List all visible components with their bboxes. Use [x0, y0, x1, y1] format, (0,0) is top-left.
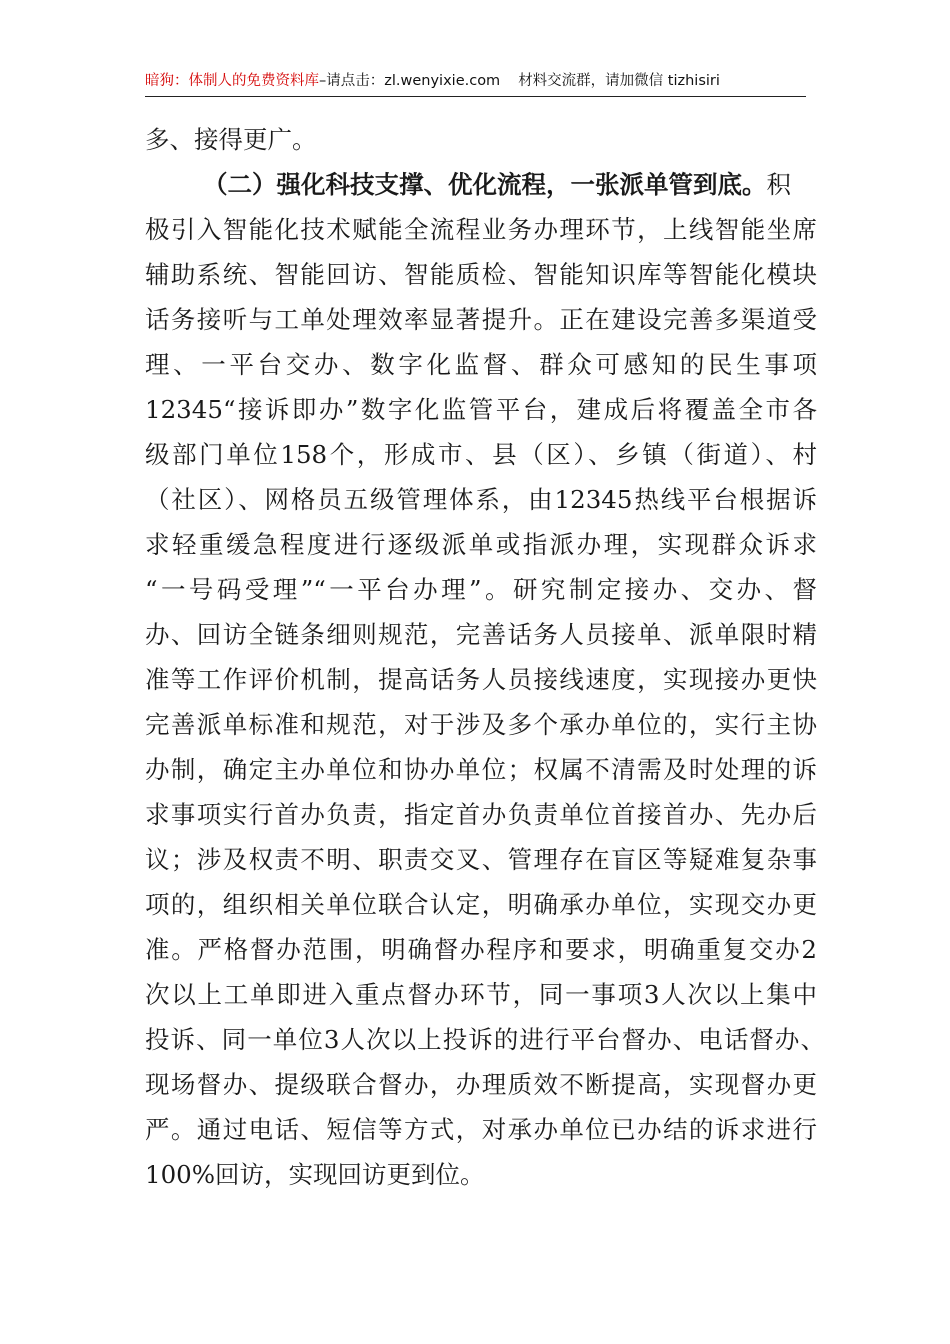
body-line: 项的，组织相关单位联合认定，明确承办单位，实现交办更 — [145, 890, 817, 919]
body-line: 议；涉及权责不明、职责交叉、管理存在盲区等疑难复杂事 — [145, 845, 817, 874]
body-line: 完善派单标准和规范，对于涉及多个承办单位的，实行主协 — [145, 710, 817, 739]
body-line: （社区）、网格员五级管理体系，由12345热线平台根据诉 — [145, 485, 817, 514]
body-line: “一号码受理”“一平台办理”。研究制定接办、交办、督 — [145, 575, 817, 604]
body-line: 话务接听与工单处理效率显著提升。正在建设完善多渠道受 — [145, 305, 817, 334]
body-line: 多、接得更广。 — [145, 125, 317, 154]
header-url-link[interactable]: zl.wenyixie.com — [384, 73, 501, 89]
body-line: 求事项实行首办负责，指定首办负责单位首接首办、先办后 — [145, 800, 817, 829]
body-line: 准等工作评价机制，提高话务人员接线速度，实现接办更快 — [145, 665, 817, 694]
body-line: 100%回访，实现回访更到位。 — [145, 1160, 485, 1189]
body-line: 严。通过电话、短信等方式，对承办单位已办结的诉求进行 — [145, 1115, 817, 1144]
body-line: 求轻重缓急程度进行逐级派单或指派办理，实现群众诉求 — [145, 530, 817, 559]
body-text: 积 — [766, 170, 791, 199]
body-line: 理、一平台交办、数字化监督、群众可感知的民生事项 — [145, 350, 817, 379]
section-heading: （二）强化科技支撑、优化流程，一张派单管到底。 — [203, 170, 767, 199]
body-line: 办制，确定主办单位和协办单位；权属不清需及时处理的诉 — [145, 755, 817, 784]
page-header — [145, 70, 806, 97]
header-site-name: 暗狗：体制人的免费资料库 — [145, 73, 319, 89]
header-wechat-note: 材料交流群，请加微信 tizhisiri — [518, 73, 720, 89]
body-line: 极引入智能化技术赋能全流程业务办理环节，上线智能坐席 — [145, 215, 817, 244]
body-line: 次以上工单即进入重点督办环节，同一事项3人次以上集中 — [145, 980, 817, 1009]
body-line: 投诉、同一单位3人次以上投诉的进行平台督办、电话督办、 — [145, 1025, 825, 1054]
body-line: 级部门单位158个，形成市、县（区）、乡镇（街道）、村 — [145, 440, 817, 469]
section-heading-line — [203, 163, 791, 207]
body-line: 准。严格督办范围，明确督办程序和要求，明确重复交办2 — [145, 935, 817, 964]
body-line: 办、回访全链条细则规范，完善话务人员接单、派单限时精 — [145, 620, 817, 649]
body-line: 辅助系统、智能回访、智能质检、智能知识库等智能化模块 — [145, 260, 817, 289]
body-line: 现场督办、提级联合督办，办理质效不断提高，实现督办更 — [145, 1070, 817, 1099]
header-click-prompt: –请点击： — [319, 73, 385, 89]
body-line: 12345“接诉即办”数字化监管平台，建成后将覆盖全市各 — [145, 395, 817, 424]
